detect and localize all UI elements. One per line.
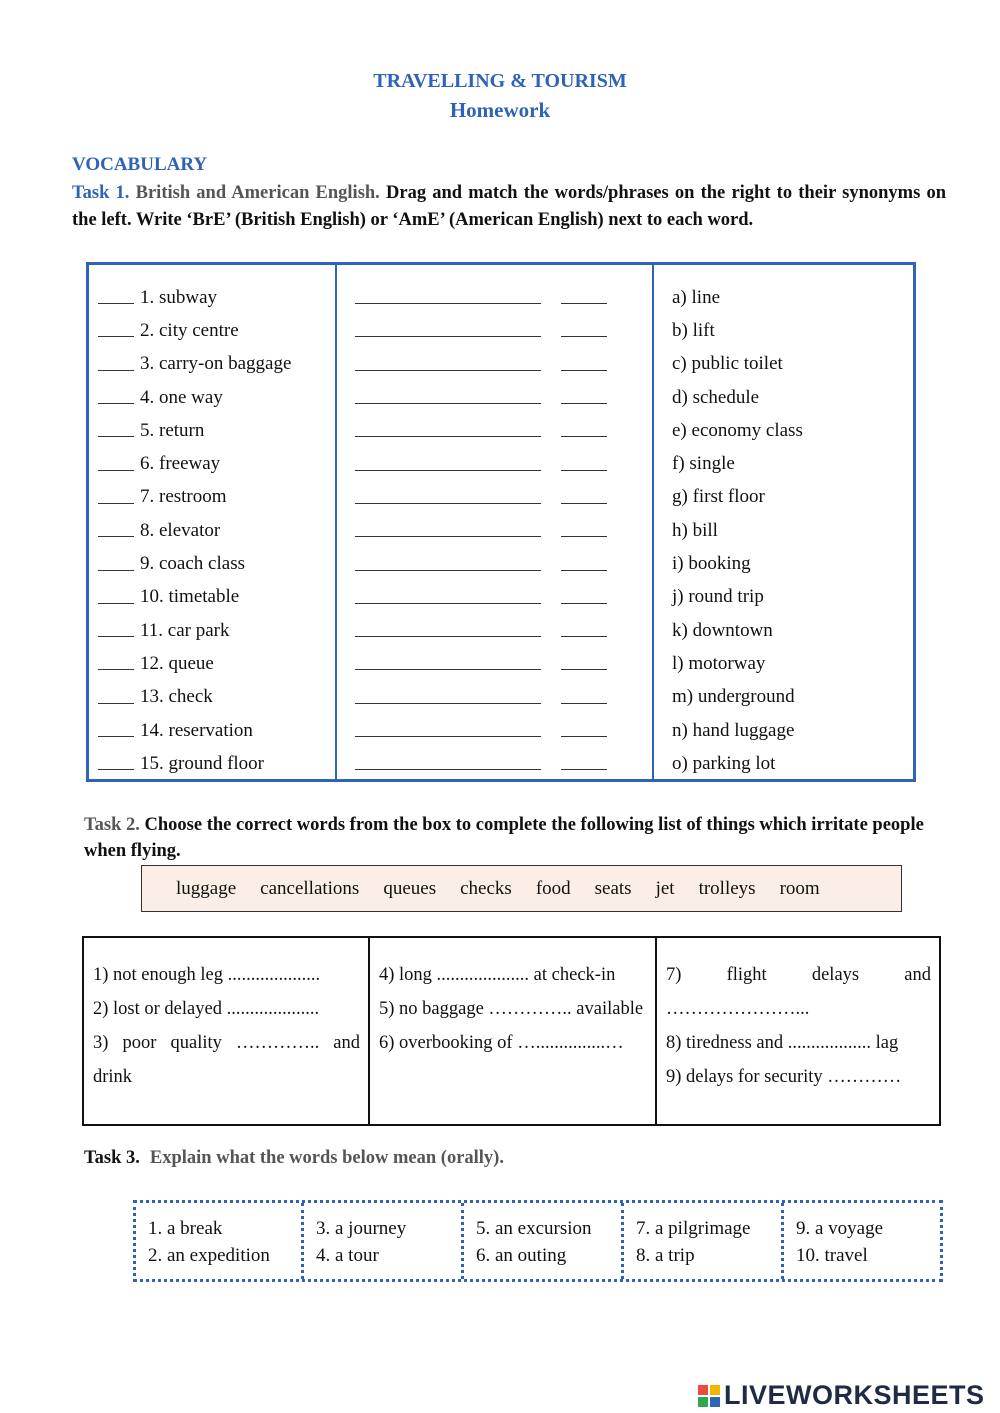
- task1-left-word: 2. city centre: [140, 319, 239, 341]
- task3-word: 5. an excursion: [476, 1218, 592, 1239]
- task3-label: Task 3.: [84, 1148, 140, 1168]
- letter-answer-blank[interactable]: [98, 358, 134, 371]
- bre-ame-answer-blank[interactable]: [561, 624, 607, 637]
- task1-left-row: [98, 581, 335, 614]
- task2-item[interactable]: 3) poor quality ………….. and drink: [93, 1033, 360, 1087]
- task1-left-word: 8. elevator: [140, 519, 221, 541]
- task3-word: 10. travel: [796, 1245, 868, 1266]
- bre-ame-answer-blank[interactable]: [561, 657, 607, 670]
- task2-item[interactable]: 4) long .................... at check-in: [379, 965, 616, 985]
- task1-left-row: [98, 481, 335, 514]
- task2-item[interactable]: 5) no baggage ………….. available: [379, 999, 644, 1019]
- task1-left-word: 12. queue: [140, 652, 214, 674]
- task1-left-row: [98, 281, 335, 314]
- task1-answer-row: [355, 381, 652, 414]
- letter-answer-blank[interactable]: [98, 757, 134, 770]
- bre-ame-answer-blank[interactable]: [561, 291, 607, 304]
- task1-left-word: 4. one way: [140, 386, 223, 408]
- word-box-item[interactable]: jet: [655, 877, 675, 899]
- task3-column: [784, 1203, 940, 1279]
- task1-left-row: [98, 381, 335, 414]
- task1-right-option[interactable]: f) single: [672, 453, 735, 475]
- word-box-item[interactable]: seats: [594, 877, 632, 899]
- task3-word: 4. a tour: [316, 1245, 379, 1266]
- task1-answer-row: [355, 614, 652, 647]
- letter-answer-blank[interactable]: [98, 391, 134, 404]
- synonym-answer-blank[interactable]: [355, 524, 541, 537]
- task1-answer-row: [355, 681, 652, 714]
- task1-right-row: [672, 514, 913, 547]
- task1-instructions: [72, 180, 946, 234]
- bre-ame-answer-blank[interactable]: [561, 691, 607, 704]
- synonym-answer-blank[interactable]: [355, 324, 541, 337]
- task1-right-option[interactable]: d) schedule: [672, 386, 760, 408]
- word-box-item[interactable]: luggage: [176, 877, 237, 899]
- task1-answer-row: [355, 581, 652, 614]
- logo-text: LIVEWORKSHEETS: [724, 1380, 985, 1410]
- task1-left-word: 9. coach class: [140, 553, 245, 575]
- task2-column-1: [84, 938, 370, 1124]
- task1-right-option[interactable]: o) parking lot: [672, 752, 776, 774]
- synonym-answer-blank[interactable]: [355, 391, 541, 404]
- task1-answer-row: [355, 547, 652, 580]
- task1-left-row: [98, 681, 335, 714]
- task2-item[interactable]: 6) overbooking of …...............…: [379, 1033, 624, 1053]
- task1-right-row: [672, 581, 913, 614]
- task1-left-row: [98, 314, 335, 347]
- synonym-answer-blank[interactable]: [355, 624, 541, 637]
- task1-right-option[interactable]: e) economy class: [672, 419, 803, 441]
- bre-ame-answer-blank[interactable]: [561, 458, 607, 471]
- letter-answer-blank[interactable]: [98, 458, 134, 471]
- task1-left-row: [98, 714, 335, 747]
- task1-right-row: [672, 614, 913, 647]
- task1-right-option[interactable]: g) first floor: [672, 486, 765, 508]
- task1-label: Task 1.: [72, 183, 130, 203]
- task1-right-option[interactable]: c) public toilet: [672, 353, 783, 375]
- task1-right-row: [672, 414, 913, 447]
- task1-answer-row: [355, 481, 652, 514]
- task2-column-3: [657, 938, 939, 1124]
- task1-answer-row: [355, 414, 652, 447]
- task1-right-option[interactable]: j) round trip: [672, 586, 764, 608]
- task1-left-word: 6. freeway: [140, 453, 221, 475]
- task3-instructions: [84, 1148, 504, 1169]
- task3-word: 1. a break: [148, 1218, 223, 1239]
- task1-left-row: [98, 747, 335, 780]
- task2-table: [82, 936, 941, 1126]
- synonym-answer-blank[interactable]: [355, 724, 541, 737]
- bre-ame-answer-blank[interactable]: [561, 757, 607, 770]
- word-box-item[interactable]: food: [535, 877, 571, 899]
- task1-answer-row: [355, 348, 652, 381]
- logo-mark-icon: [698, 1385, 720, 1407]
- task3-column: [136, 1203, 304, 1279]
- synonym-answer-blank[interactable]: [355, 591, 541, 604]
- task1-right-option[interactable]: h) bill: [672, 519, 718, 541]
- word-box-item[interactable]: cancellations: [260, 877, 360, 899]
- task3-word: 6. an outing: [476, 1245, 567, 1266]
- task1-right-row: [672, 481, 913, 514]
- task1-left-column: [89, 265, 337, 779]
- task1-right-row: [672, 747, 913, 780]
- task1-right-option[interactable]: b) lift: [672, 319, 715, 341]
- page-subtitle: Homework: [449, 98, 551, 122]
- task1-right-row: [672, 348, 913, 381]
- synonym-answer-blank[interactable]: [355, 458, 541, 471]
- task2-label: Task 2.: [84, 815, 140, 835]
- section-heading: VOCABULARY: [72, 154, 208, 175]
- task2-item[interactable]: 1) not enough leg ....................: [93, 965, 321, 985]
- letter-answer-blank[interactable]: [98, 524, 134, 537]
- task1-right-row: [672, 647, 913, 680]
- synonym-answer-blank[interactable]: [355, 491, 541, 504]
- task3-column: [304, 1203, 464, 1279]
- task1-answer-column: [337, 265, 654, 779]
- bre-ame-answer-blank[interactable]: [561, 558, 607, 571]
- task1-left-word: 15. ground floor: [140, 752, 265, 774]
- letter-answer-blank[interactable]: [98, 724, 134, 737]
- bre-ame-answer-blank[interactable]: [561, 724, 607, 737]
- task1-answer-row: [355, 514, 652, 547]
- task3-word: 8. a trip: [636, 1245, 695, 1266]
- task1-left-row: [98, 614, 335, 647]
- task1-left-word: 11. car park: [140, 619, 230, 641]
- task1-left-row: [98, 547, 335, 580]
- task2-item[interactable]: 2) lost or delayed ....................: [93, 999, 320, 1019]
- task3-column: [624, 1203, 784, 1279]
- task1-left-word: 13. check: [140, 686, 213, 708]
- task2-item[interactable]: 7) flight delays and …………………...: [666, 965, 931, 1019]
- task1-left-row: [98, 647, 335, 680]
- task1-right-option[interactable]: m) underground: [672, 686, 795, 708]
- task1-left-row: [98, 514, 335, 547]
- task1-left-row: [98, 414, 335, 447]
- letter-answer-blank[interactable]: [98, 657, 134, 670]
- task1-answer-row: [355, 314, 652, 347]
- task1-left-word: 5. return: [140, 419, 205, 441]
- letter-answer-blank[interactable]: [98, 424, 134, 437]
- bre-ame-answer-blank[interactable]: [561, 424, 607, 437]
- bre-ame-answer-blank[interactable]: [561, 391, 607, 404]
- bre-ame-answer-blank[interactable]: [561, 491, 607, 504]
- word-box-item[interactable]: room: [779, 877, 820, 899]
- word-box: [141, 865, 902, 912]
- task3-word: 9. a voyage: [796, 1218, 884, 1239]
- task3-column: [464, 1203, 624, 1279]
- letter-answer-blank[interactable]: [98, 691, 134, 704]
- task1-left-word: 7. restroom: [140, 486, 227, 508]
- task2-item[interactable]: 8) tiredness and .................. lag: [666, 1033, 899, 1053]
- task1-right-row: [672, 681, 913, 714]
- synonym-answer-blank[interactable]: [355, 358, 541, 371]
- task3-word: 3. a journey: [316, 1218, 407, 1239]
- task1-right-option[interactable]: k) downtown: [672, 619, 773, 641]
- letter-answer-blank[interactable]: [98, 324, 134, 337]
- letter-answer-blank[interactable]: [98, 491, 134, 504]
- task1-answer-row: [355, 647, 652, 680]
- task1-right-row: [672, 314, 913, 347]
- task1-left-word: 14. reservation: [140, 719, 253, 741]
- bre-ame-answer-blank[interactable]: [561, 324, 607, 337]
- task1-right-option[interactable]: n) hand luggage: [672, 719, 795, 741]
- task2-column-2: [370, 938, 657, 1124]
- letter-answer-blank[interactable]: [98, 591, 134, 604]
- task1-right-option[interactable]: l) motorway: [672, 652, 766, 674]
- task1-right-row: [672, 281, 913, 314]
- task1-right-column: [654, 265, 913, 779]
- task2-instruction: Choose the correct words from the box to complete the following list of things which irritate people when flying.: [84, 815, 924, 861]
- task1-right-row: [672, 547, 913, 580]
- task1-answer-row: [355, 447, 652, 480]
- task2-item[interactable]: 9) delays for security …………: [666, 1067, 902, 1087]
- task1-left-word: 1. subway: [140, 286, 218, 308]
- synonym-answer-blank[interactable]: [355, 291, 541, 304]
- synonym-answer-blank[interactable]: [355, 558, 541, 571]
- task1-title: British and American English.: [135, 183, 380, 203]
- task3-word-box: [133, 1200, 943, 1282]
- letter-answer-blank[interactable]: [98, 291, 134, 304]
- task1-answer-row: [355, 714, 652, 747]
- task1-right-option[interactable]: a) line: [672, 286, 721, 308]
- task1-left-word: 10. timetable: [140, 586, 240, 608]
- synonym-answer-blank[interactable]: [355, 657, 541, 670]
- task3-instruction: Explain what the words below mean (orally).: [149, 1148, 504, 1168]
- task3-word: 2. an expedition: [148, 1245, 270, 1266]
- synonym-answer-blank[interactable]: [355, 691, 541, 704]
- task1-answer-row: [355, 281, 652, 314]
- task1-left-row: [98, 348, 335, 381]
- task1-right-option[interactable]: i) booking: [672, 553, 751, 575]
- word-box-item[interactable]: checks: [460, 877, 512, 899]
- letter-answer-blank[interactable]: [98, 558, 134, 571]
- task1-instruction: Drag and match the words/phrases on the right to their synonyms on the left. Write ‘BrE’ (British English) or ‘AmE’ (American English) next to each word.: [72, 183, 946, 230]
- task1-right-row: [672, 447, 913, 480]
- task1-table: [86, 262, 916, 782]
- synonym-answer-blank[interactable]: [355, 424, 541, 437]
- task1-left-row: [98, 447, 335, 480]
- word-box-item[interactable]: trolleys: [698, 877, 756, 899]
- task2-instructions: [84, 812, 944, 864]
- word-box-item[interactable]: queues: [383, 877, 437, 899]
- task1-right-row: [672, 381, 913, 414]
- liveworksheets-logo: [698, 1380, 985, 1411]
- synonym-answer-blank[interactable]: [355, 757, 541, 770]
- bre-ame-answer-blank[interactable]: [561, 591, 607, 604]
- task1-answer-row: [355, 747, 652, 780]
- letter-answer-blank[interactable]: [98, 624, 134, 637]
- task1-right-row: [672, 714, 913, 747]
- page-title: TRAVELLING & TOURISM: [373, 70, 627, 92]
- task3-word: 7. a pilgrimage: [636, 1218, 751, 1239]
- task1-left-word: 3. carry-on baggage: [140, 353, 292, 375]
- bre-ame-answer-blank[interactable]: [561, 524, 607, 537]
- bre-ame-answer-blank[interactable]: [561, 358, 607, 371]
